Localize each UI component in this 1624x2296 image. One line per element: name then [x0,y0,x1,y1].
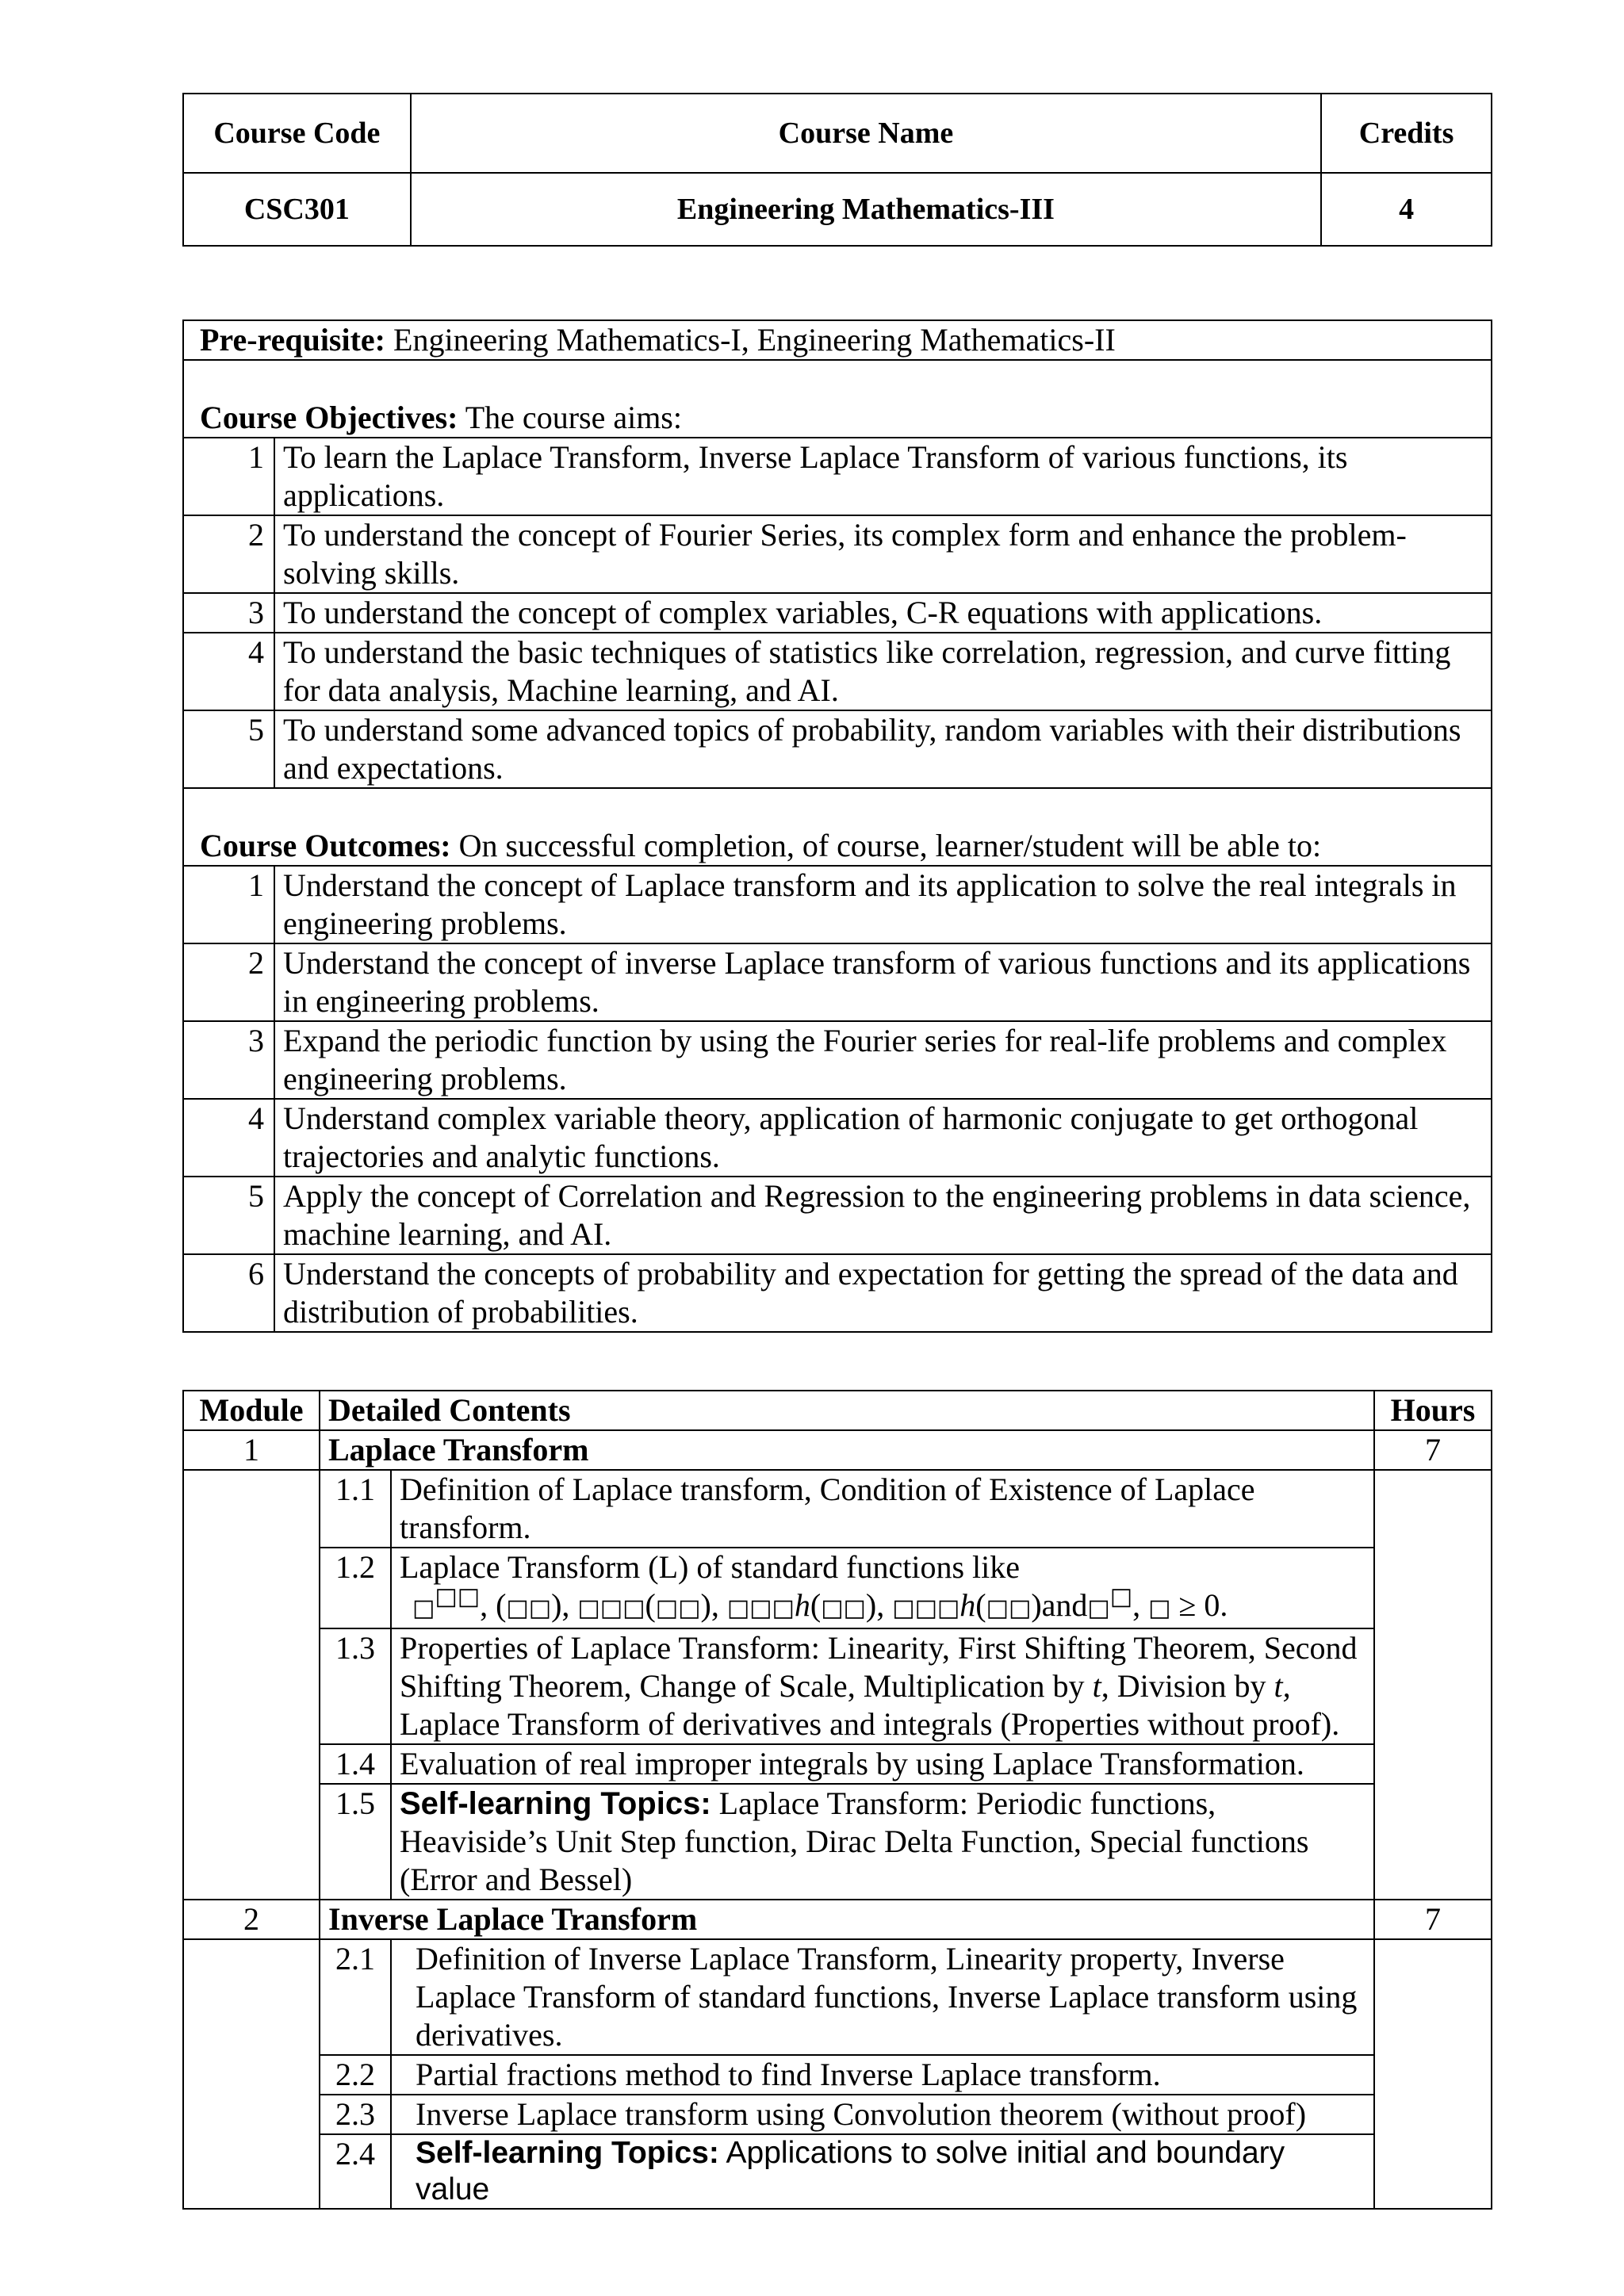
subtopic-row [183,1548,1492,1628]
formula-text: ), [865,1587,893,1623]
outcome-number: 1 [183,866,274,943]
subtopic-text-part: Properties of Laplace Transform: Linearity, First Shifting Theorem, Second Shifting Theorem, Change of Scale, Multiplication by [400,1630,1358,1704]
subtopic-text [391,1548,1374,1628]
subtopic-number: 1.3 [320,1628,391,1744]
outcome-number: 6 [183,1254,274,1332]
objective-row [183,515,1492,593]
subtopic-number: 2.1 [320,1939,391,2055]
subtopic-row [183,1939,1492,2055]
outcome-row [183,1021,1492,1099]
missing-glyph-icon: □□□ [892,1594,960,1622]
module-title-row [183,1900,1492,1939]
prerequisite-label: Pre-requisite: [200,322,386,358]
self-learning-text: Applications to solve initial and boundary value [416,2136,1285,2206]
outcome-row [183,1099,1492,1177]
variable-t: t [1092,1668,1101,1704]
outcome-row [183,866,1492,943]
missing-glyph-icon: □□ [821,1594,866,1622]
subtopic-row [183,2095,1492,2134]
subtopic-text: Evaluation of real improper integrals by using Laplace Transformation. [391,1744,1374,1784]
outcome-text: Understand the concepts of probability and expectation for getting the spread of the data and distribution of probabilities. [274,1254,1492,1332]
formula-text: ), [551,1587,578,1623]
objective-number: 4 [183,633,274,710]
objective-number: 1 [183,438,274,515]
subtopic-text: Inverse Laplace transform using Convolution theorem (without proof) [391,2095,1374,2134]
objectives-label: Course Objectives: [200,400,458,435]
formula-text: ), [700,1587,727,1623]
module-number: 2 [183,1900,320,1939]
objective-text: To understand the basic techniques of statistics like correlation, regression, and curve fitting for data analysis, Machine learning, and AI. [274,633,1492,710]
objective-number: 5 [183,710,274,788]
subtopic-text: Definition of Inverse Laplace Transform, Linearity property, Inverse Laplace Transform of standard functions, Inverse Laplace transform using derivatives. [391,1939,1374,2055]
missing-glyph-icon: □□□ [726,1594,795,1622]
missing-glyph-icon: □ [1087,1594,1110,1622]
outcome-text: Understand complex variable theory, application of harmonic conjugate to get orthogonal trajectories and analytic functions. [274,1099,1492,1177]
outcome-row [183,1177,1492,1254]
contents-header: Detailed Contents [320,1391,1374,1430]
subtopic-number: 1.1 [320,1470,391,1548]
subtopic-row [183,2055,1492,2095]
subtopic-number: 2.2 [320,2055,391,2095]
hours-spacer-cell [1374,1470,1492,1900]
objective-text: To understand the concept of Fourier Series, its complex form and enhance the problem-solving skills. [274,515,1492,593]
outcome-row [183,1254,1492,1332]
formula-text: , ( [480,1587,507,1623]
self-learning-label: Self-learning Topics: [416,2136,719,2170]
module-spacer-cell [183,1470,320,1900]
formula-text: ( [810,1587,822,1623]
subtopic-text-part: Laplace Transform of derivatives and integrals (Properties without proof). [400,1706,1340,1742]
subtopic-text [391,1784,1374,1900]
subtopic-number: 1.5 [320,1784,391,1900]
module-table-header-row [183,1391,1492,1430]
missing-glyph-icon: □□ [506,1594,552,1622]
objective-number: 3 [183,593,274,633]
outcome-text: Apply the concept of Correlation and Regression to the engineering problems in data science, machine learning, and AI. [274,1177,1492,1254]
missing-glyph-icon: □□□ [577,1594,645,1622]
missing-glyph-icon: □ [412,1594,435,1622]
formula-text: h [959,1587,976,1623]
module-title-row [183,1430,1492,1470]
credits-value: 4 [1321,173,1492,246]
subtopic-row [183,1784,1492,1900]
course-table-value-row [183,173,1492,246]
variable-t: t, [1274,1668,1291,1704]
course-name-value: Engineering Mathematics-III [411,173,1321,246]
outcome-row [183,943,1492,1021]
objective-row [183,710,1492,788]
formula-text: )and [1031,1587,1088,1623]
outcome-number: 5 [183,1177,274,1254]
objective-row [183,438,1492,515]
outcomes-label: Course Outcomes: [200,828,451,863]
prerequisite-row [183,320,1492,360]
module-number: 1 [183,1430,320,1470]
formula-text: ≥ 0. [1170,1587,1228,1623]
outcome-number: 3 [183,1021,274,1099]
objective-row [183,633,1492,710]
objectives-heading-row [183,360,1492,438]
subtopic-line: Laplace Transform (L) of standard functions like [400,1549,1021,1585]
subtopic-number: 1.4 [320,1744,391,1784]
outcome-number: 2 [183,943,274,1021]
formula-text: , [1132,1587,1149,1623]
missing-glyph-icon: □□ [655,1594,701,1622]
formula-text: h [794,1587,810,1623]
objective-text: To understand the concept of complex variables, C-R equations with applications. [274,593,1492,633]
self-learning-label: Self-learning Topics: [400,1786,711,1821]
missing-glyph-icon: □ [1148,1594,1171,1622]
subtopic-row [183,1470,1492,1548]
missing-glyph-icon: □□ [986,1594,1032,1622]
outcome-text: Understand the concept of inverse Laplace transform of various functions and its applications in engineering problems. [274,943,1492,1021]
module-spacer-cell [183,1939,320,2209]
hours-header: Hours [1374,1391,1492,1430]
course-info-table [182,93,1492,247]
module-title: Inverse Laplace Transform [320,1900,1374,1939]
prerequisite-text: Engineering Mathematics-I, Engineering Mathematics-II [385,322,1116,358]
outcomes-intro: On successful completion, of course, learner/student will be able to: [450,828,1322,863]
outcome-text: Expand the periodic function by using the Fourier series for real-life problems and complex engineering problems. [274,1021,1492,1099]
credits-header: Credits [1321,94,1492,173]
subtopic-number: 2.3 [320,2095,391,2134]
course-table-header-row [183,94,1492,173]
formula-line [400,1582,1228,1623]
outcome-number: 4 [183,1099,274,1177]
module-header: Module [183,1391,320,1430]
self-learning-text: Laplace Transform: Periodic functions, Heaviside’s Unit Step function, Dirac Delta Function, Special functions (Error and Bessel) [400,1785,1309,1897]
objectives-intro: The course aims: [458,400,682,435]
objective-text: To learn the Laplace Transform, Inverse Laplace Transform of various functions, its applications. [274,438,1492,515]
module-hours: 7 [1374,1430,1492,1470]
objective-number: 2 [183,515,274,593]
missing-glyph-icon: □□ [435,1582,481,1611]
outcomes-heading-row [183,788,1492,866]
missing-glyph-icon: □ [1109,1582,1133,1611]
subtopic-row [183,1744,1492,1784]
module-table [182,1390,1492,2210]
outcome-text: Understand the concept of Laplace transform and its application to solve the real integrals in engineering problems. [274,866,1492,943]
subtopic-text-part: , Division by [1101,1668,1274,1704]
objective-text: To understand some advanced topics of probability, random variables with their distributions and expectations. [274,710,1492,788]
objective-row [183,593,1492,633]
subtopic-number: 1.2 [320,1548,391,1628]
subtopic-number: 2.4 [320,2134,391,2209]
subtopic-row [183,2134,1492,2209]
subtopic-text [391,2134,1374,2209]
subtopic-text: Partial fractions method to find Inverse Laplace transform. [391,2055,1374,2095]
subtopic-text [391,1628,1374,1744]
course-code-value: CSC301 [183,173,411,246]
subtopic-row [183,1628,1492,1744]
module-hours: 7 [1374,1900,1492,1939]
formula-text: ( [645,1587,656,1623]
course-name-header: Course Name [411,94,1321,173]
course-code-header: Course Code [183,94,411,173]
hours-spacer-cell [1374,1939,1492,2209]
formula-text: ( [975,1587,986,1623]
subtopic-text: Definition of Laplace transform, Condition of Existence of Laplace transform. [391,1470,1374,1548]
course-details-table [182,320,1492,1333]
module-title: Laplace Transform [320,1430,1374,1470]
